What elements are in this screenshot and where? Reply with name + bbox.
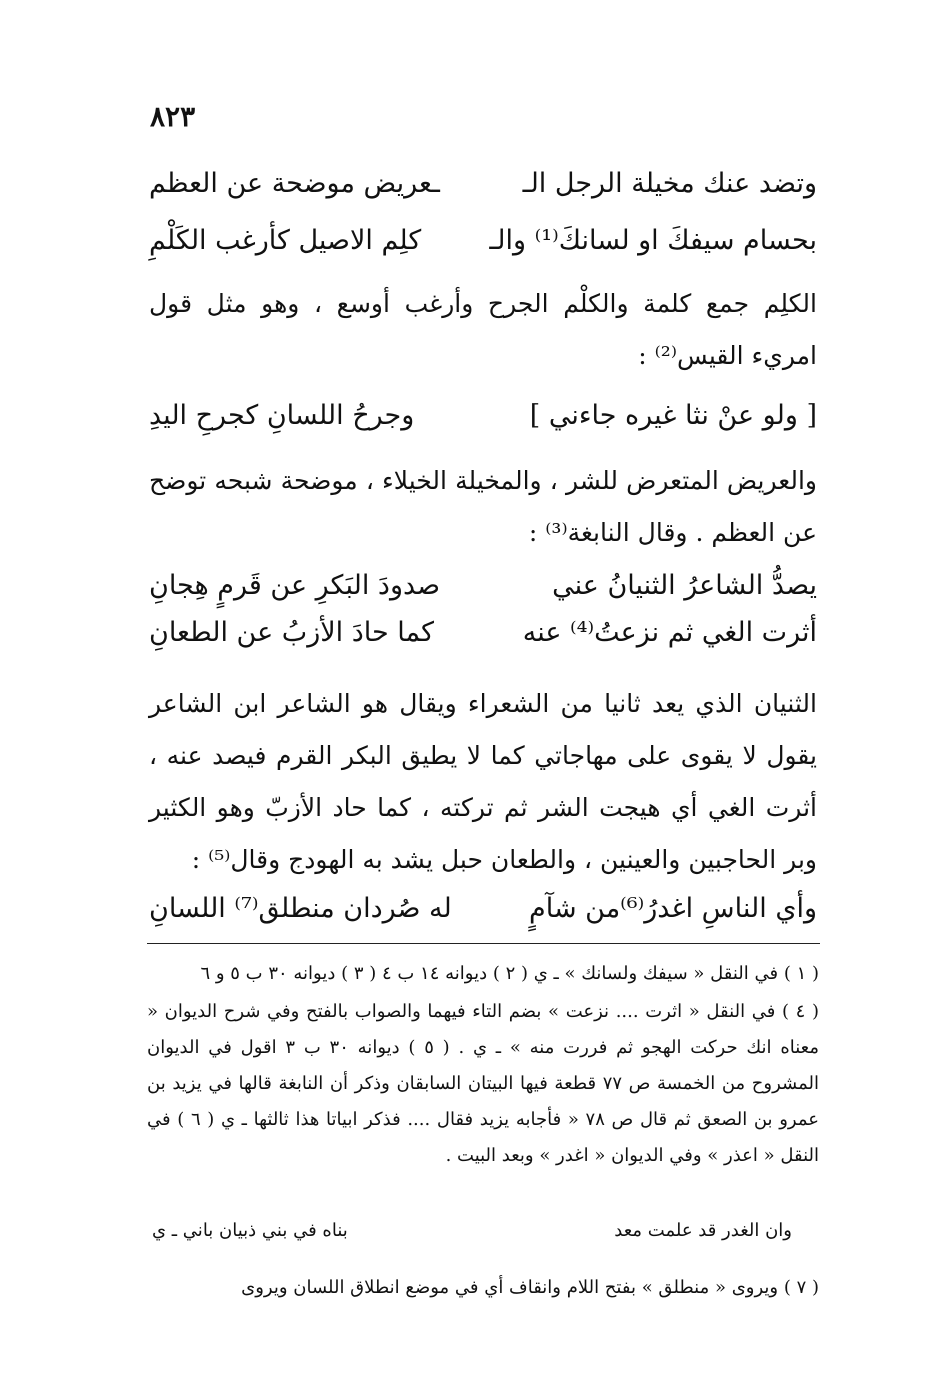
footnote-verse-right: وان الغدر قد علمت معد (614, 1220, 792, 1241)
commentary-paragraph-3: الثنيان الذي يعد ثانيا من الشعراء ويقال هو الشاعر ابن الشاعر يقول لا يقوى على مهاجاتي كما لا يطيق البكر القرم فيصد عنه ، أثرت الغي أي هيجت الشر ثم تركته ، كما حاد الأزبّ وهو الكثير وبر الحاجبين والعينين ، والطعان حبل يشد به الهودج وقال⁽⁵⁾ : (149, 689, 817, 874)
footnote-1: ( ١ ) في النقل « سيفك ولسانك » ـ ي ( ٢ ) ديوانه ١٤ ب ٤ ( ٣ ) ديوانه ٣٠ ب ٥ و ٦ (200, 963, 819, 984)
verse-hemistich-left: صدودَ البَكرِ عن قَرمٍ هِجانِ (149, 570, 441, 601)
page-number: ٨٢٣ (150, 100, 196, 133)
verse-2-line-1 (149, 400, 817, 440)
verse-hemistich-right: يصدُّ الشاعرُ الثنيانُ عني (552, 570, 817, 601)
footnote-2: ( ٤ ) في النقل « اثرت .... نزعت » بضم التاء فيهما والصواب بالفتح وفي شرح الديوان « معناه انك حركت الهجو ثم فررت منه » ـ ي . ( ٥ ) ديوانه ٣٠ ب ٣ اقول في الديوان المشروح من الخمسة ص ٧٧ قطعة فيها البيتان السابقان وذكر أن النابغة قالها في يزيد بن عمرو بن الصعق ثم قال ص ٧٨ « فأجابه يزيد فقال .... فذكر ابياتا هذا ثالثها ـ ي ( ٦ ) في النقل « اعذر » وفي الديوان « اغدر » وبعد البيت . (147, 1001, 820, 1166)
verse-hemistich-left: ـعريض موضحة عن العظم (149, 168, 440, 199)
commentary-paragraph-2: والعريض المتعرض للشر ، والمخيلة الخيلاء ، موضحة شبحه توضح عن العظم . وقال النابغة⁽³⁾ : (149, 466, 817, 547)
commentary-paragraph-1: الكلِم جمع كلمة والكلْم الجرح وأرغب أوسع ، وهو مثل قول امريء القيس⁽²⁾ : (149, 289, 817, 370)
verse-hemistich-right: وأي الناسِ اغدرُ⁽⁶⁾من شآمٍ (529, 893, 817, 924)
verse-1-line-2 (149, 225, 817, 265)
verse-hemistich-right: [ ولو عنْ نثا غيره جاءني ] (529, 400, 817, 431)
verse-hemistich-left: له صُردان منطلق⁽⁷⁾ اللسانِ (149, 893, 452, 924)
verse-3-line-1 (149, 570, 817, 610)
verse-hemistich-left: وجرحُ اللسانِ كجرحِ اليدِ (149, 400, 415, 431)
verse-hemistich-left: كما حادَ الأزبُ عن الطعانِ (149, 617, 434, 648)
footnote-separator (147, 943, 820, 944)
footnote-verse-left: بناه في بني ذبيان باني ـ ي (152, 1220, 348, 1241)
verse-3-line-2 (149, 617, 817, 657)
verse-hemistich-right: أثرت الغي ثم نزعتُ⁽⁴⁾ عنه (522, 617, 817, 648)
verse-4-line-1 (149, 893, 817, 933)
verse-hemistich-left: كلِم الاصيل كأرغب الكَلْمِ (149, 225, 422, 256)
verse-hemistich-right: وتضد عنك مخيلة الرجل الـ (522, 168, 817, 199)
verse-1-line-1 (149, 168, 817, 208)
verse-hemistich-right: بحسام سيفكَ او لسانكَ⁽¹⁾ والـ (489, 225, 817, 256)
footnote-3: ( ٧ ) ويروى « منطلق » بفتح اللام وانقاف أي في موضع انطلاق اللسان ويروى (241, 1277, 819, 1298)
footnote-verse (152, 1220, 792, 1250)
